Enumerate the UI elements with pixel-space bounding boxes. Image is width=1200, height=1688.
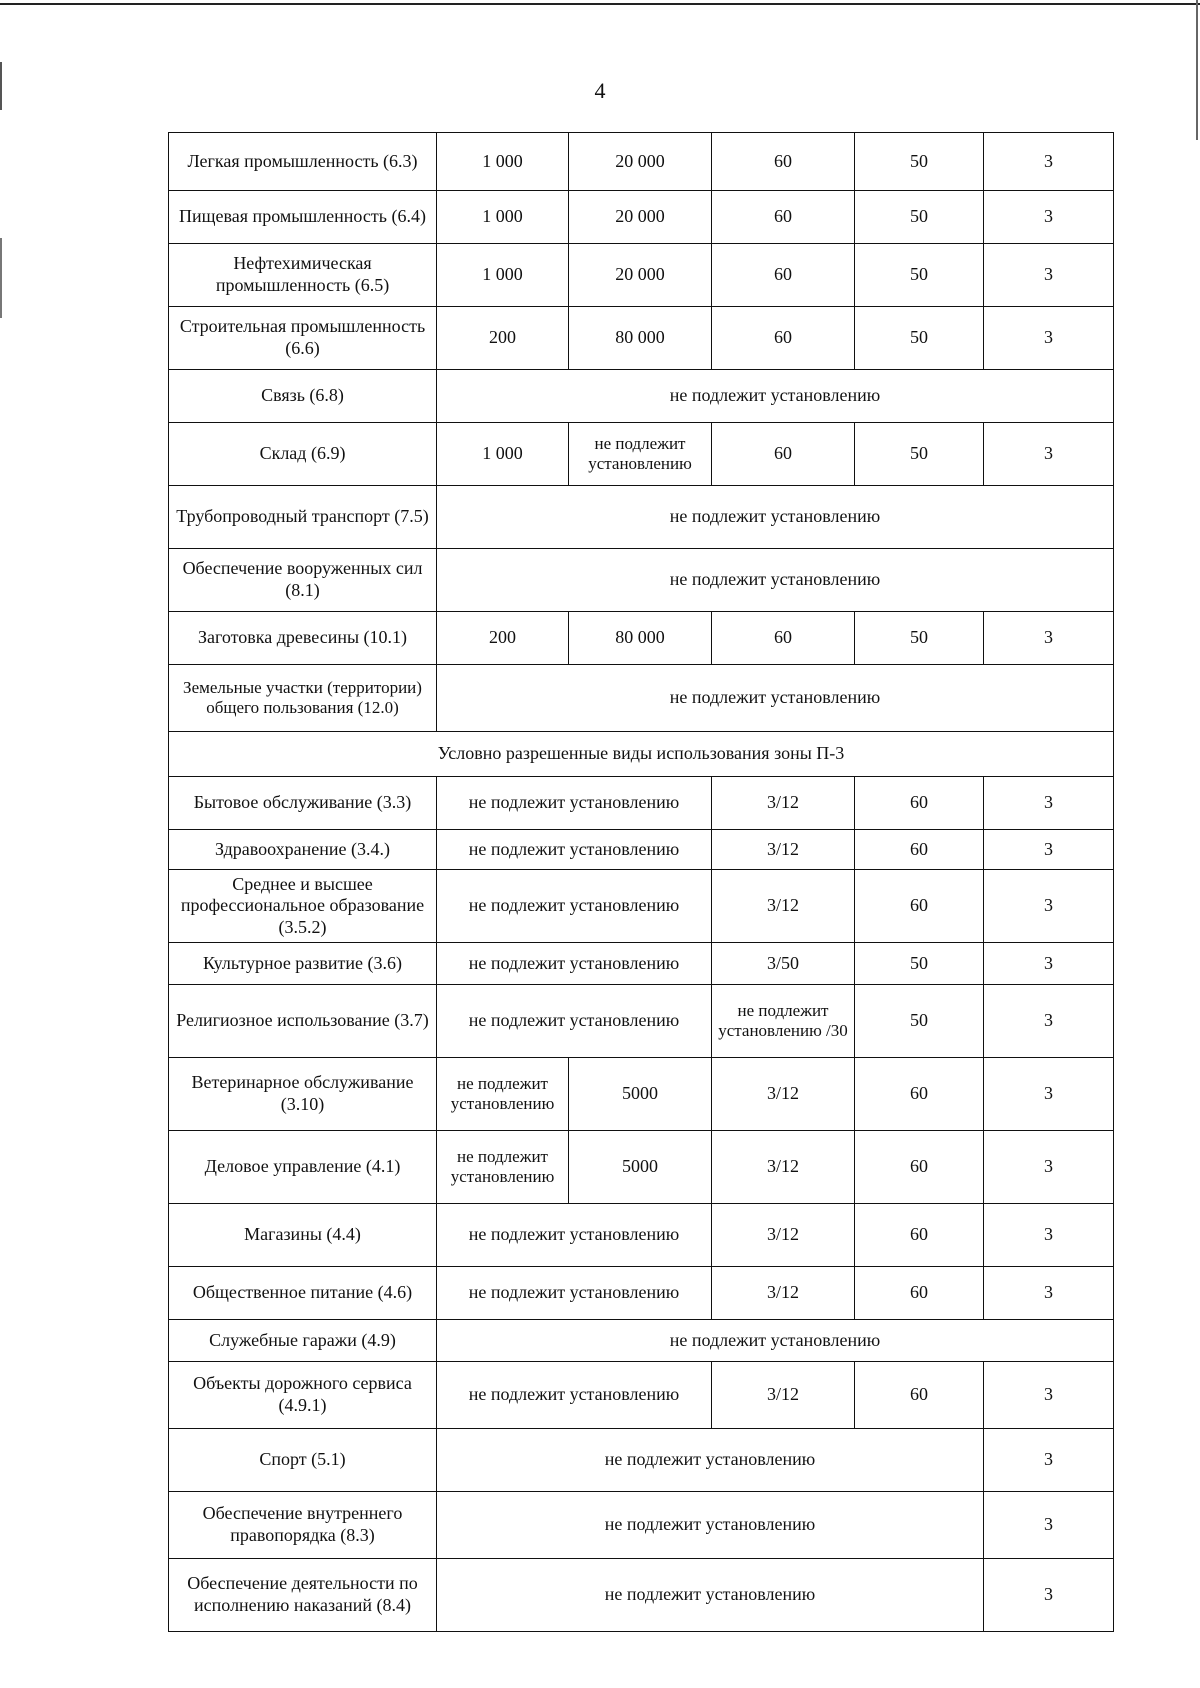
- not-applicable-cell: не подлежит установлению: [437, 665, 1114, 732]
- scan-edge-top: [0, 3, 1200, 5]
- max-area-cell: 20 000: [569, 133, 712, 191]
- not-applicable-cell: не подлежит установлению: [437, 943, 712, 985]
- parameter-cell: 60: [855, 870, 984, 943]
- parameter-cell: 60: [855, 777, 984, 830]
- table-row: [169, 1267, 1114, 1320]
- setback-cell: 3: [984, 1204, 1114, 1267]
- min-area-cell: 1 000: [437, 244, 569, 307]
- section-header-row: [169, 732, 1114, 777]
- setback-cell: 3: [984, 1559, 1114, 1632]
- floors-cell: 3/50: [712, 943, 855, 985]
- setback-cell: 3: [984, 612, 1114, 665]
- max-area-cell: не подлежит установлению: [569, 423, 712, 486]
- not-applicable-cell: не подлежит установлению: [437, 486, 1114, 549]
- floors-cell: 3/12: [712, 1204, 855, 1267]
- min-area-cell: не подлежит установлению: [437, 1131, 569, 1204]
- table-row: [169, 943, 1114, 985]
- table-row: [169, 370, 1114, 423]
- setback-cell: 3: [984, 133, 1114, 191]
- table-row: [169, 307, 1114, 370]
- page-number: 4: [594, 78, 606, 103]
- table-row: [169, 133, 1114, 191]
- not-applicable-cell: не подлежит установлению: [437, 1429, 984, 1492]
- land-use-name: Заготовка древесины (10.1): [169, 612, 437, 665]
- not-applicable-cell: не подлежит установлению: [437, 370, 1114, 423]
- setback-cell: 3: [984, 830, 1114, 870]
- building-coverage-cell: 60: [712, 612, 855, 665]
- land-use-name: Легкая промышленность (6.3): [169, 133, 437, 191]
- land-use-name: Обеспечение вооруженных сил (8.1): [169, 549, 437, 612]
- parameter-cell: 60: [855, 1204, 984, 1267]
- parameter-cell: 60: [855, 1362, 984, 1429]
- not-applicable-cell: не подлежит установлению: [437, 777, 712, 830]
- table-row: [169, 191, 1114, 244]
- floors-cell: 3/12: [712, 1131, 855, 1204]
- land-use-name: Пищевая промышленность (6.4): [169, 191, 437, 244]
- min-area-cell: 1 000: [437, 191, 569, 244]
- table-row: [169, 1204, 1114, 1267]
- land-use-name: Строительная промышленность (6.6): [169, 307, 437, 370]
- setback-cell: 3: [984, 943, 1114, 985]
- table-row: [169, 777, 1114, 830]
- parameter-cell: 60: [855, 1131, 984, 1204]
- building-coverage-cell: 60: [712, 423, 855, 486]
- floors-cell: не подлежит установлению /30: [712, 985, 855, 1058]
- land-use-name: Служебные гаражи (4.9): [169, 1320, 437, 1362]
- setback-cell: 3: [984, 870, 1114, 943]
- setback-cell: 3: [984, 307, 1114, 370]
- table-row: [169, 870, 1114, 943]
- table-row: [169, 244, 1114, 307]
- table-row: [169, 1131, 1114, 1204]
- building-coverage-cell: 60: [712, 244, 855, 307]
- min-area-cell: 1 000: [437, 133, 569, 191]
- not-applicable-cell: не подлежит установлению: [437, 1362, 712, 1429]
- floors-cell: 3/12: [712, 1362, 855, 1429]
- table-row: [169, 1362, 1114, 1429]
- parameter-cell: 60: [855, 1058, 984, 1131]
- land-use-name: Связь (6.8): [169, 370, 437, 423]
- max-area-cell: 20 000: [569, 191, 712, 244]
- land-use-name: Спорт (5.1): [169, 1429, 437, 1492]
- parameter-cell: 50: [855, 612, 984, 665]
- land-use-name: Религиозное использование (3.7): [169, 985, 437, 1058]
- not-applicable-cell: не подлежит установлению: [437, 1559, 984, 1632]
- land-use-name: Здравоохранение (3.4.): [169, 830, 437, 870]
- floors-cell: 3/12: [712, 1267, 855, 1320]
- section-title: Условно разрешенные виды использования зоны П-3: [169, 732, 1114, 777]
- min-area-cell: не подлежит установлению: [437, 1058, 569, 1131]
- land-use-name: Склад (6.9): [169, 423, 437, 486]
- land-use-name: Трубопроводный транспорт (7.5): [169, 486, 437, 549]
- land-use-name: Ветеринарное обслуживание (3.10): [169, 1058, 437, 1131]
- setback-cell: 3: [984, 985, 1114, 1058]
- land-use-name: Бытовое обслуживание (3.3): [169, 777, 437, 830]
- table-row: [169, 612, 1114, 665]
- min-area-cell: 1 000: [437, 423, 569, 486]
- table-row: [169, 665, 1114, 732]
- land-use-name: Земельные участки (территории) общего пользования (12.0): [169, 665, 437, 732]
- min-area-cell: 200: [437, 307, 569, 370]
- land-use-name: Обеспечение деятельности по исполнению наказаний (8.4): [169, 1559, 437, 1632]
- setback-cell: 3: [984, 1267, 1114, 1320]
- max-area-cell: 5000: [569, 1058, 712, 1131]
- setback-cell: 3: [984, 1362, 1114, 1429]
- floors-cell: 3/12: [712, 870, 855, 943]
- parameter-cell: 50: [855, 423, 984, 486]
- table-row: [169, 985, 1114, 1058]
- not-applicable-cell: не подлежит установлению: [437, 985, 712, 1058]
- setback-cell: 3: [984, 1058, 1114, 1131]
- not-applicable-cell: не подлежит установлению: [437, 830, 712, 870]
- table-row: [169, 486, 1114, 549]
- land-use-name: Культурное развитие (3.6): [169, 943, 437, 985]
- table-row: [169, 1429, 1114, 1492]
- land-use-name: Объекты дорожного сервиса (4.9.1): [169, 1362, 437, 1429]
- land-use-name: Нефтехимическая промышленность (6.5): [169, 244, 437, 307]
- parameter-cell: 50: [855, 307, 984, 370]
- land-use-name: Среднее и высшее профессиональное образование (3.5.2): [169, 870, 437, 943]
- table-row: [169, 1559, 1114, 1632]
- setback-cell: 3: [984, 191, 1114, 244]
- parameter-cell: 50: [855, 133, 984, 191]
- table-row: [169, 549, 1114, 612]
- parameter-cell: 50: [855, 985, 984, 1058]
- table-row: [169, 1320, 1114, 1362]
- table-row: [169, 1058, 1114, 1131]
- not-applicable-cell: не подлежит установлению: [437, 1267, 712, 1320]
- parameter-cell: 50: [855, 244, 984, 307]
- setback-cell: 3: [984, 1131, 1114, 1204]
- setback-cell: 3: [984, 423, 1114, 486]
- scan-edge-left: [0, 238, 2, 318]
- not-applicable-cell: не подлежит установлению: [437, 870, 712, 943]
- building-coverage-cell: 60: [712, 191, 855, 244]
- parameter-cell: 60: [855, 830, 984, 870]
- table-row: [169, 830, 1114, 870]
- floors-cell: 3/12: [712, 1058, 855, 1131]
- setback-cell: 3: [984, 244, 1114, 307]
- land-use-name: Общественное питание (4.6): [169, 1267, 437, 1320]
- table-row: [169, 1492, 1114, 1559]
- max-area-cell: 20 000: [569, 244, 712, 307]
- land-use-name: Обеспечение внутреннего правопорядка (8.3): [169, 1492, 437, 1559]
- scan-edge-right: [1196, 0, 1198, 140]
- building-coverage-cell: 60: [712, 307, 855, 370]
- max-area-cell: 80 000: [569, 307, 712, 370]
- land-use-name: Деловое управление (4.1): [169, 1131, 437, 1204]
- table-row: [169, 423, 1114, 486]
- building-coverage-cell: 60: [712, 133, 855, 191]
- max-area-cell: 80 000: [569, 612, 712, 665]
- max-area-cell: 5000: [569, 1131, 712, 1204]
- parameter-cell: 50: [855, 943, 984, 985]
- not-applicable-cell: не подлежит установлению: [437, 1492, 984, 1559]
- zoning-parameters-table: [168, 132, 1114, 1632]
- parameter-cell: 50: [855, 191, 984, 244]
- not-applicable-cell: не подлежит установлению: [437, 1204, 712, 1267]
- setback-cell: 3: [984, 777, 1114, 830]
- floors-cell: 3/12: [712, 777, 855, 830]
- min-area-cell: 200: [437, 612, 569, 665]
- setback-cell: 3: [984, 1429, 1114, 1492]
- parameter-cell: 60: [855, 1267, 984, 1320]
- not-applicable-cell: не подлежит установлению: [437, 1320, 1114, 1362]
- floors-cell: 3/12: [712, 830, 855, 870]
- not-applicable-cell: не подлежит установлению: [437, 549, 1114, 612]
- setback-cell: 3: [984, 1492, 1114, 1559]
- land-use-name: Магазины (4.4): [169, 1204, 437, 1267]
